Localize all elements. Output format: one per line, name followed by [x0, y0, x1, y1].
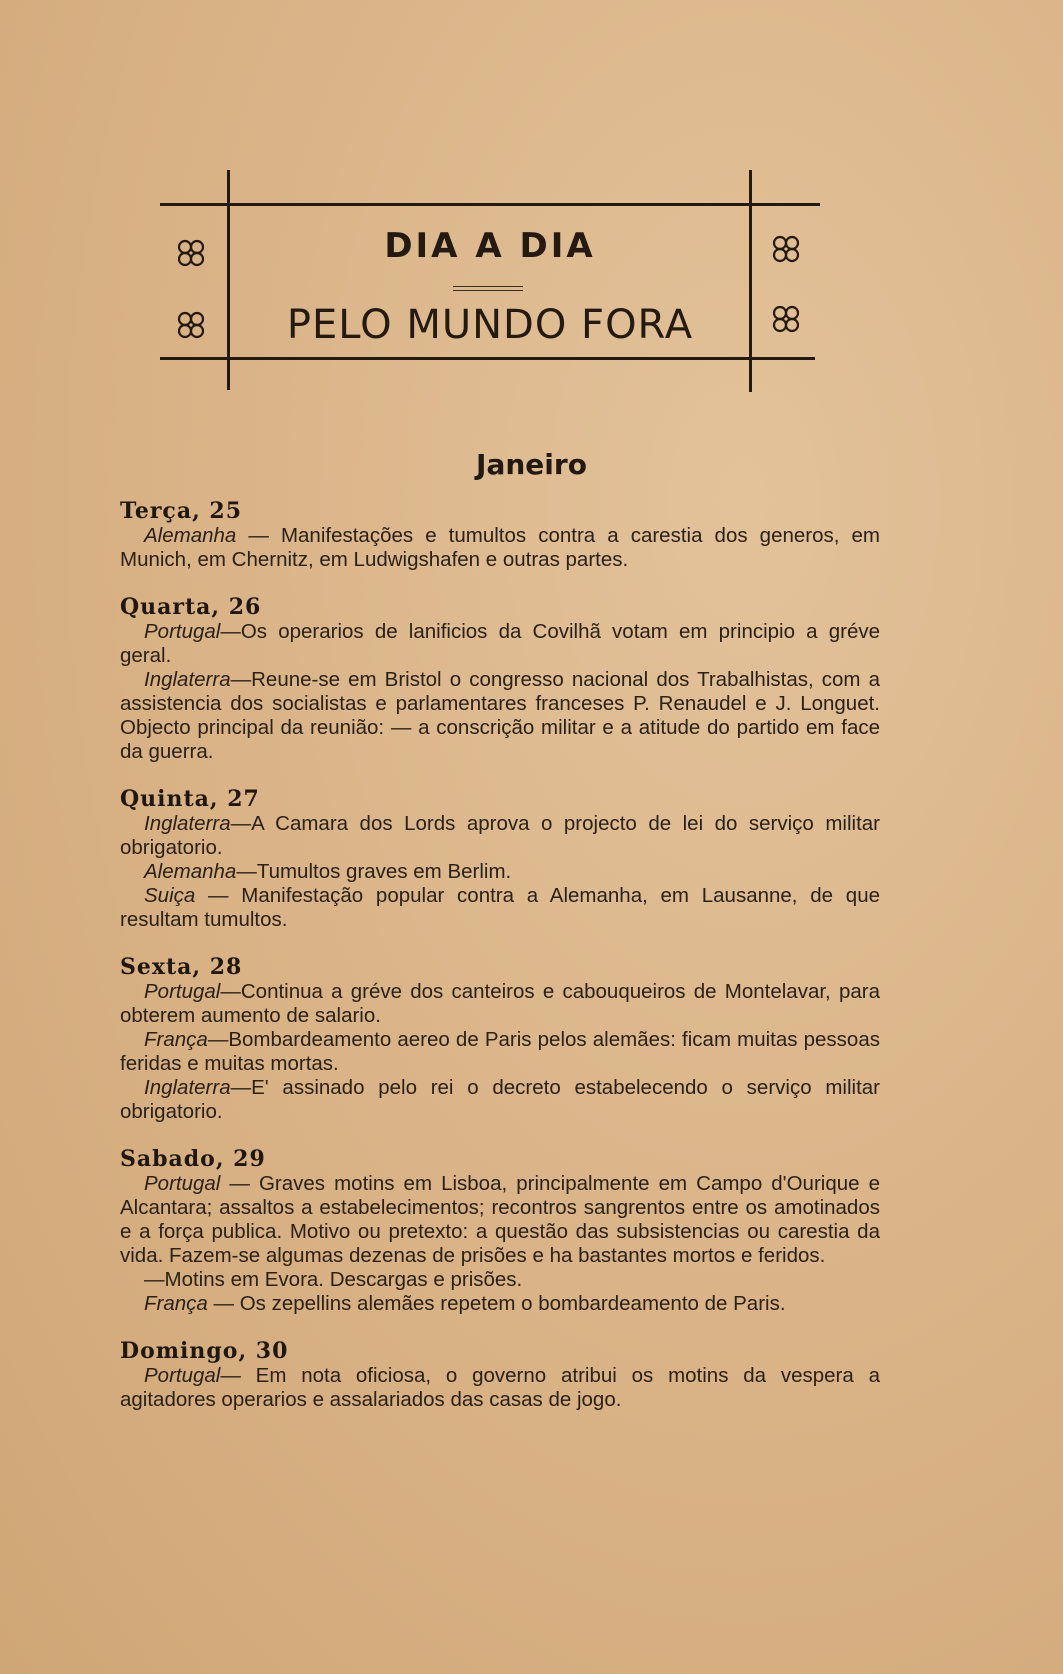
- day-title: Quinta, 27: [120, 786, 260, 812]
- entry-country: França: [144, 1028, 208, 1051]
- day-entry: [120, 668, 880, 764]
- day-title: Quarta, 26: [120, 594, 262, 620]
- entry-text: — Em nota oficiosa, o governo atribui os motins da vespera a agitadores operarios e assalariados das casas de jogo.: [120, 1364, 880, 1411]
- entry-text: —E' assinado pelo rei o decreto estabelecendo o serviço militar obrigatorio.: [120, 1076, 880, 1123]
- header-title: DIA A DIA: [384, 226, 596, 266]
- header-frame: [160, 170, 820, 380]
- day-entry: [120, 1268, 880, 1292]
- entry-text: —Os operarios de lanificios da Covilhã votam em principio a gréve geral.: [120, 620, 880, 667]
- entry-country: França: [144, 1292, 208, 1315]
- entry-text: — Graves motins em Lisboa, principalmente em Campo d'Ourique e Alcantara; assaltos a estabelecimentos; recontros sangrentos entre os amotinados e a força publica. Motivo ou pretexto: a questão das subsistencias ou carestia da vida. Fazem-se algumas dezenas de prisões e ha bastantes mortos e feridos.: [120, 1172, 880, 1267]
- day-section: [120, 498, 880, 572]
- clover-ornament-icon: [176, 310, 206, 340]
- entry-country: Portugal: [144, 980, 221, 1003]
- frame-top-rule: [160, 203, 820, 206]
- day-entry: [120, 1364, 880, 1412]
- entry-country: Portugal: [144, 1364, 221, 1387]
- entry-country: Portugal: [144, 1172, 221, 1195]
- entry-text: —Reune-se em Bristol o congresso nacional dos Trabalhistas, com a assistencia dos socialistas e parlamentares franceses P. Renaudel e J. Longuet. Objecto principal da reunião: — a conscrição militar e a atitude do partido em face da guerra.: [120, 668, 880, 763]
- entry-country: Alemanha: [144, 860, 237, 883]
- day-section: [120, 594, 880, 764]
- day-title: Domingo, 30: [120, 1338, 289, 1364]
- header-separator: [453, 286, 523, 287]
- month-heading: Janeiro: [476, 448, 587, 481]
- frame-bottom-rule: [160, 357, 815, 360]
- day-entry: [120, 1076, 880, 1124]
- day-section: [120, 1338, 880, 1412]
- clover-ornament-icon: [771, 304, 801, 334]
- entry-country: Inglaterra: [144, 668, 231, 691]
- day-section: [120, 786, 880, 932]
- frame-left-divider: [227, 170, 230, 390]
- frame-right-divider: [749, 170, 752, 392]
- entry-country: Portugal: [144, 620, 221, 643]
- entry-text: —A Camara dos Lords aprova o projecto de lei do serviço militar obrigatorio.: [120, 812, 880, 859]
- day-entry: [120, 884, 880, 932]
- clover-ornament-icon: [771, 234, 801, 264]
- entry-country: Inglaterra: [144, 1076, 231, 1099]
- day-title: Terça, 25: [120, 498, 243, 524]
- entry-country: Suiça: [144, 884, 196, 907]
- day-entry: [120, 1028, 880, 1076]
- day-entry: [120, 524, 880, 572]
- entry-text: —Bombardeamento aereo de Paris pelos alemães: ficam muitas pessoas feridas e muitas mortas.: [120, 1028, 880, 1075]
- day-entry: [120, 1172, 880, 1268]
- day-list: [120, 498, 880, 1434]
- entry-text: —Tumultos graves em Berlim.: [236, 860, 512, 883]
- day-title: Sabado, 29: [120, 1146, 266, 1172]
- entry-text: —Motins em Evora. Descargas e prisões.: [144, 1268, 523, 1291]
- entry-text: — Manifestação popular contra a Alemanha, em Lausanne, de que resultam tumultos.: [120, 884, 880, 931]
- day-entry: [120, 620, 880, 668]
- entry-text: — Os zepellins alemães repetem o bombardeamento de Paris.: [207, 1292, 786, 1315]
- entry-country: Inglaterra: [144, 812, 231, 835]
- day-section: [120, 954, 880, 1124]
- entry-country: Alemanha: [144, 524, 237, 547]
- header-subtitle: PELO MUNDO FORA: [286, 302, 694, 348]
- header-separator: [453, 290, 523, 291]
- day-entry: [120, 1292, 880, 1316]
- clover-ornament-icon: [176, 238, 206, 268]
- day-title: Sexta, 28: [120, 954, 243, 980]
- day-entry: [120, 812, 880, 860]
- day-section: [120, 1146, 880, 1316]
- entry-text: —Continua a gréve dos canteiros e cabouqueiros de Montelavar, para obterem aumento de salario.: [120, 980, 880, 1027]
- day-entry: [120, 980, 880, 1028]
- entry-text: — Manifestações e tumultos contra a carestia dos generos, em Munich, em Chernitz, em Ludwigshafen e outras partes.: [120, 524, 880, 571]
- day-entry: [120, 860, 880, 884]
